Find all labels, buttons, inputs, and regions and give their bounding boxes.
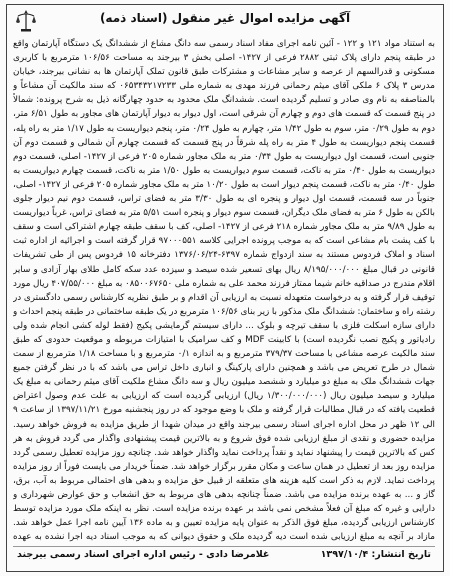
- publish-date: تاریخ انتشار: ۱۳۹۷/۱۰/۴: [320, 549, 431, 560]
- notice-body: به استناد مواد ۱۲۱ و ۱۲۲ - آئین نامه اجرای مفاد اسناد رسمی سه دانگ مشاع از ششدانگ یک دستگاه آپارتمان واقع در طبقه پنجم دارای پلاک ثبتی ۲۸۸۲ فرعی از ۱۴۲۷- اصلی بخش ۳ بیرجند به مساحت ۱۰۶/۵۶ مترمربع با کاربری مسکونی و قدرالسهم از عرصه و سایر مشاعات و مشترکات طبق قانون تملک آپارتمان ها به نشانی بیرجند، خیابان مدرس ۳ پلاک ۶ ملکی آقای میثم رحمانی فرزند مهدی به شماره ملی ۰۶۵۳۴۳۲۱۷۲۳۳ که سند مالکیت آن مشاعاً و بالمناصفه به نام وی صادر و تسلیم گردیده است. ششدانگ ملک محدود به حدود چهارگانه ذیل به شرح پرونده: شمالاً در پنج قسمت که قسمت های دوم و چهارم آن شرقی است، اول دیوار به دیوار آپارتمان های مجاور به طول ۶/۵۱ متر، دوم به طول ۰/۲۹ متر، سوم به طول ۱/۴۲ متر، چهارم به طول ۰/۲۴ متر، پنجم دیواریست به طول ۱/۱۷ متر به راه پله، قسمت پنجم دیواریست به طول ۴ متر به راه پله شرقاً در پنج قسمت که قسمت چهارم آن شمالی و قسمت دوم آن جنوبی است، قسمت اول دیواریست به طول ۰/۳۴ متر به ملک مجاور شماره ۲۰۵ فرعی از ۱۴۲۷- اصلی، قسمت دوم دیواریست به طول ۰/۴۰ متر به ناکت، قسمت سوم دیواریست به طول ۱/۵۰ متر به ناکت، قسمت چهارم دیواریست به طول ۰/۴۰ متر به ناکت، قسمت پنجم دیوار است به طول ۱۰/۲۰ متر به ملک مجاور شماره ۲۰۵ فرعی از ۱۴۲۷- اصلی، جنوباً در سه قسمت، قسمت اول دیوار و پنجره ای به طول ۳/۳۰ متر به فضای تراس، قسمت دوم نیم دیوار جلوی بالکن به طول ۶ متر به فضای ملک دیگران، قسمت سوم دیوار و پنجره است ۵/۵۱ متر به فضای تراس، غرباً دیواریست به طول ۹/۸۹ متر به ملک مجاور شماره ۲۱۸ فرعی از ۱۴۲۷- اصلی، کف با سقف طبقه چهارم اشتراکی است و سقف با کف پشت بام مشاعی است که به موجب پرونده اجرایی کلاسه ۹۷۰۰۰۵۵۱ قرار گرفته است و اجرائیه از اداره ثبت اسناد و املاک فردوس مستند به سند ازدواج شماره ۶۳۹۷-۱۳۷۶/۰۶/۲۴ دفترخانه ۱۵ فردوس پس از طی تشریفات قانونی در قبال مبلغ ۸/۱۹۵/۰۰۰/۰۰۰ ریال بهای تسعیر شده سیصد و سیزده عدد سکه کامل طلای بهار آزادی و سایر اقلام مندرج در صداقیه خانم شیما ممتاز فرزند محمد علی به شماره ملی ۰۸۵۰۰۶۷۶۵۰ به مبلغ ۴۰۷/۵۵/۰۰۰ ریال مورد توقیف قرار گرفته و به درخواست متعهدله نسبت به ارزیابی آن اقدام و بر طبق نظریه کارشناس رسمی دادگستری در رشته راه و ساختمان: ششدانگ ملک مذکور با زیر بنای ۱۰۶/۵۶ مترمربع در یک طبقه ساختمانی در طبقه پنجم احداث و دارای سازه اسکلت فلزی با سقف تیرچه و بلوک ... دارای سیستم گرمایشی پکیج (فقط لوله کشی انجام شده ولی رادیاتور و پکیج نصب نگردیده است) با کابینت MDF و کف سرامیک با امتیازات مربوطه و موقعیت حدودی که طبق سند مالکیت عرصه مشاعی با مساحت ۳۷۹/۳۷ مترمربع و به اندازه ۰/۱ مترمربع و با مساحت ۱/۱۸ مترمربع از سمت شمال در طرح تعریض می باشد و همچنین دارای پارکینگ و انباری داخل تراس می باشد که با در نظر گرفتن جمیع جهات ششدانگ ملک به مبلغ دو میلیارد و ششصد میلیون ریال و سه دانگ مشاع ملکیت آقای میثم رحمانی به مبلغ یک میلیارد و سیصد میلیون ریال (۱/۳۰۰/۰۰۰/۰۰۰ ریال) ارزیابی گردیده است که ارزیابی به علت عدم وصول اعتراض قطعیت یافته که در قبال مطالبات قرار گرفته و ملک با وضع موجود که در روز پنجشنبه مورخ ۱۳۹۷/۱۱/۲۱ از ساعت ۹ الی ۱۲ ظهر در محل اداره اجرای اسناد رسمی بیرجند واقع در میدان شهدا از طریق مزایده به فروش خواهد رسید. مزایده حضوری و نقدی از مبلغ ارزیابی شده فوق شروع و به بالاترین قیمت پیشنهادی واگذار می گردد فروش به هر کس که بالاترین قیمت را پیشنهاد نماید و نقداً پرداخت نماید واگذار خواهد شد. چنانچه روز مزایده تعطیل رسمی گردد مزایده روز بعد از تعطیل در همان ساعت و مکان مقرر برگزار خواهد شد. ضمناً خریدار می بایست فوراً از روز مزایده پرداخت نماید. لازم به ذکر است کلیه هزینه های متعلقه از قبیل حق مزایده و بدهی های احتمالی مربوط به آب، برق، گاز و ... به عهده برنده مزایده می باشد. ضمناً چنانچه بدهی های مربوط به حق انشعاب و حق عوارض شهرداری و دارایی و غیره که مبلغ آن فعلاً مشخص نمی باشد بر عهده برنده مزایده است. نظر به اینکه ملک مورد مزایده توسط کارشناس ارزیابی گردیده، مبلغ فوق الذکر به عنوان پایه مزایده تعیین و به ماده ۱۳۶ آیین نامه اجرا عمل خواهد شد. مازاد بر آنچه به مبلغ ارزیابی شده است دیه گردیده ملک و حقوق دیوانی که به موجب اسناد دیه اجرا نشده به عهده: [13, 39, 435, 543]
- court-emblem-icon: [15, 9, 37, 33]
- notice-header: [7, 7, 443, 35]
- signature: غلامرضا دادی - رئیس اداره اجرای اسناد رسمی بیرجند: [17, 549, 270, 560]
- notice-footer: [13, 549, 435, 565]
- notice-frame: [6, 4, 444, 572]
- notice-title: آگهی مزایده اموال غیر منقول (اسناد ذمه): [99, 11, 351, 25]
- footer-divider: [13, 546, 435, 547]
